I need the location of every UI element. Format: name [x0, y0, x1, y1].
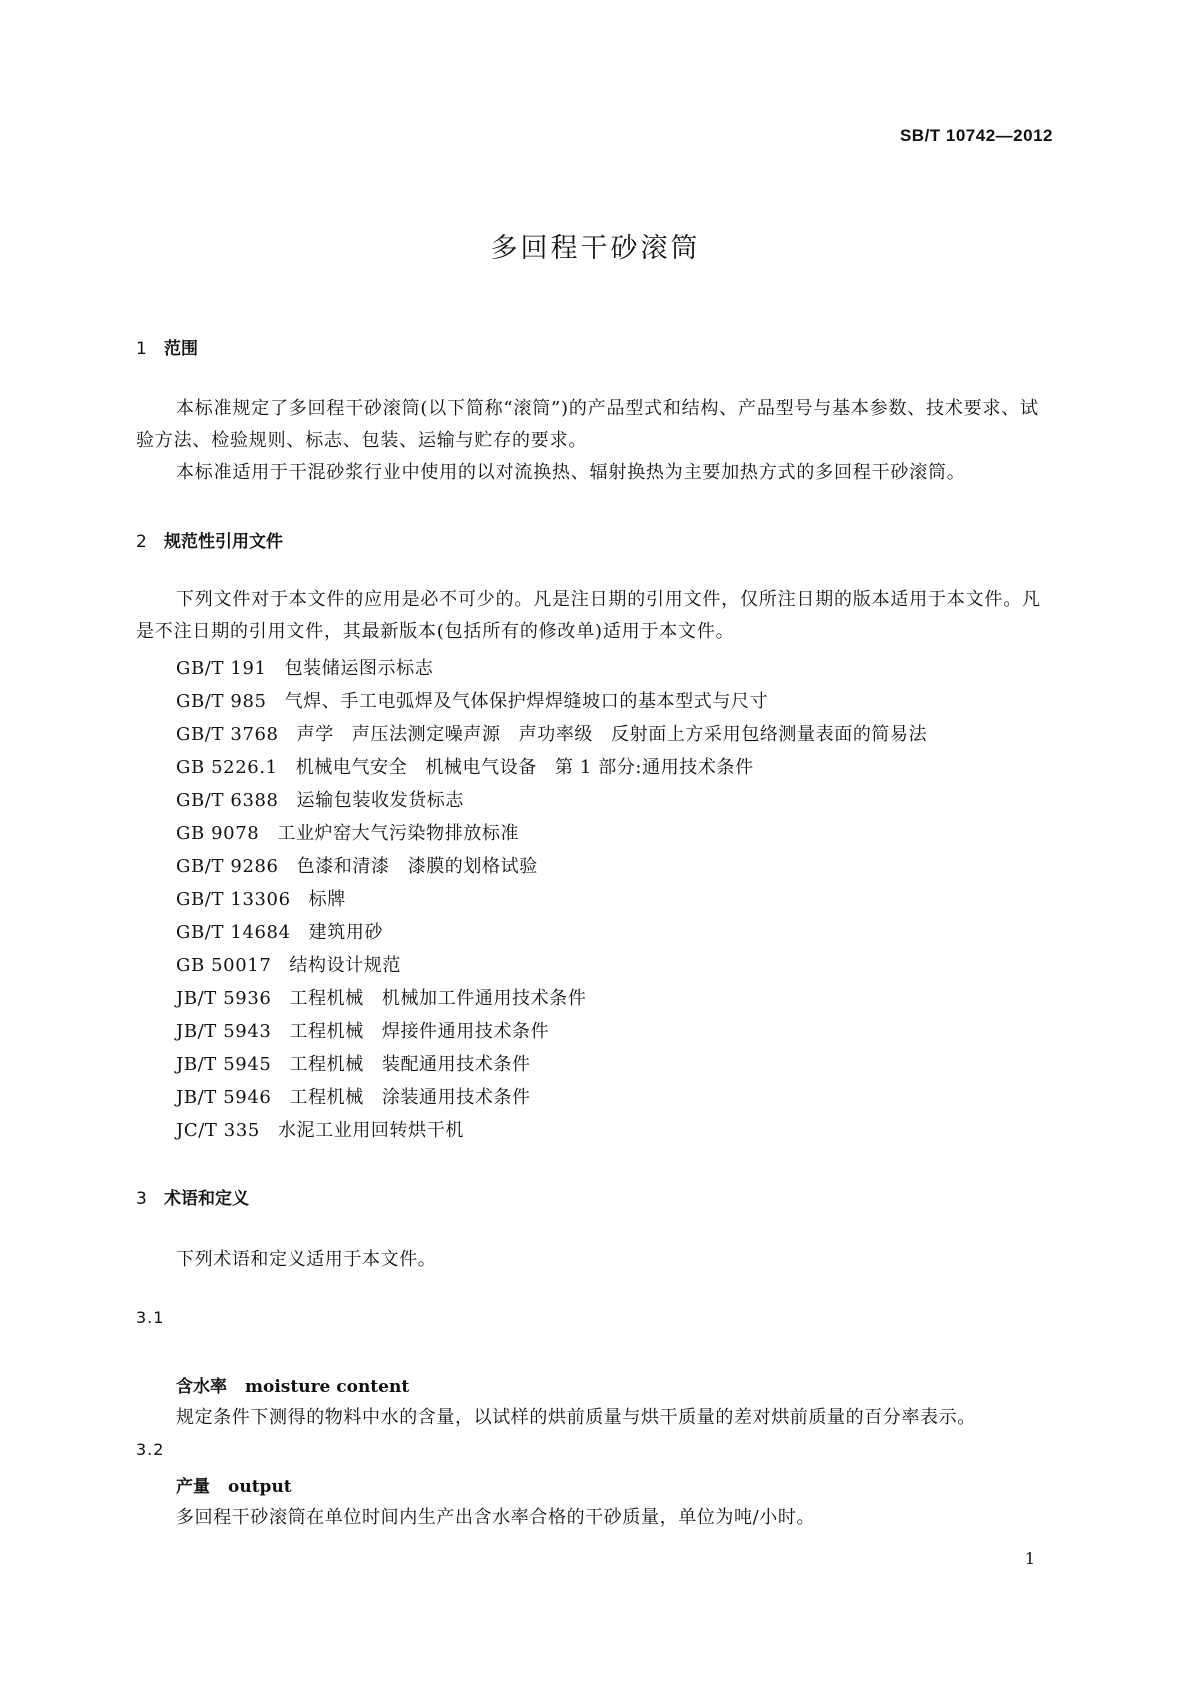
reference-item [176, 1116, 482, 1142]
reference-code: GB/T 9286 [176, 856, 279, 877]
reference-title: 水泥工业用回转烘干机 [277, 1120, 464, 1141]
reference-title: 声压法测定噪声源 [351, 724, 501, 745]
reference-title: 工程机械 [289, 1021, 364, 1042]
reference-code: GB 50017 [176, 955, 272, 976]
reference-item [176, 786, 482, 812]
reference-title: 声学 [296, 724, 334, 745]
reference-title: 漆膜的划格试验 [407, 856, 538, 877]
reference-code: JC/T 335 [176, 1120, 260, 1141]
reference-title: 工业炉窑大气污染物排放标准 [277, 823, 520, 844]
reference-item [176, 918, 401, 944]
term-definition: 多回程干砂滚筒在单位时间内生产出含水率合格的干砂质量，单位为吨/小时。 [176, 1507, 816, 1528]
reference-title: 机械电气设备 [425, 757, 537, 778]
term-entry [176, 1372, 409, 1397]
reference-code: GB/T 191 [176, 658, 267, 679]
scope-paragraph-1: 本标准规定了多回程干砂滚筒(以下简称“滚筒”)的产品型式和结构、产品型号与基本参数、技术要求、试验方法、检验规则、标志、包装、运输与贮存的要求。 [136, 398, 1039, 451]
reference-item [176, 720, 945, 746]
reference-item [176, 1017, 567, 1043]
term-entry [176, 1472, 292, 1497]
section-3-heading [136, 1184, 249, 1209]
reference-title: 包装储运图示标志 [284, 658, 434, 679]
section-number: 2 [136, 532, 147, 552]
reference-item [176, 885, 364, 911]
reference-item [176, 654, 451, 680]
reference-code: JB/T 5936 [176, 988, 272, 1009]
term-en: output [228, 1477, 292, 1497]
term-definition: 规定条件下测得的物料中水的含量，以试样的烘前质量与烘干质量的差对烘前质量的百分率表示。 [176, 1407, 976, 1428]
reference-code: JB/T 5943 [176, 1021, 272, 1042]
reference-title: 反射面上方采用包络测量表面的简易法 [611, 724, 928, 745]
reference-code: GB 9078 [176, 823, 260, 844]
reference-item [176, 687, 786, 713]
standard-code: SB/T 10742—2012 [899, 126, 1053, 145]
section-title: 术语和定义 [164, 1189, 249, 1209]
reference-item [176, 1050, 549, 1076]
reference-title: 机械加工件通用技术条件 [381, 988, 587, 1009]
reference-item [176, 753, 772, 779]
reference-code: JB/T 5945 [176, 1054, 272, 1075]
reference-title: 运输包装收发货标志 [296, 790, 465, 811]
reference-title: 焊接件通用技术条件 [381, 1021, 550, 1042]
clause-number: 3.2 [136, 1440, 165, 1459]
reference-title: 工程机械 [289, 1054, 364, 1075]
section-1-heading [136, 334, 198, 359]
clause-number: 3.1 [136, 1308, 165, 1327]
reference-title: 气焊、手工电弧焊及气体保护焊焊缝坡口的基本型式与尺寸 [284, 691, 769, 712]
reference-code: GB/T 13306 [176, 889, 291, 910]
document-title: 多回程干砂滚筒 [490, 233, 701, 264]
section-title: 范围 [164, 339, 198, 359]
reference-code: GB/T 6388 [176, 790, 279, 811]
reference-title: 工程机械 [289, 1087, 364, 1108]
reference-title: 第 1 部分:通用技术条件 [554, 757, 754, 778]
reference-code: GB/T 3768 [176, 724, 279, 745]
reference-title: 机械电气安全 [295, 757, 408, 778]
section-2-heading [136, 527, 283, 552]
reference-item [176, 852, 556, 878]
reference-item [176, 1083, 549, 1109]
reference-title: 色漆和清漆 [296, 856, 390, 877]
term-en: moisture content [245, 1377, 410, 1397]
reference-code: JB/T 5946 [176, 1087, 272, 1108]
reference-code: GB 5226.1 [176, 757, 278, 778]
term-zh: 含水率 [176, 1377, 227, 1397]
page-number: 1 [1024, 1549, 1035, 1568]
reference-title: 涂装通用技术条件 [381, 1087, 531, 1108]
reference-item [176, 984, 604, 1010]
reference-title: 标牌 [308, 889, 346, 910]
section-number: 3 [136, 1189, 147, 1209]
reference-code: GB/T 14684 [176, 922, 291, 943]
reference-title: 建筑用砂 [308, 922, 384, 943]
reference-title: 结构设计规范 [289, 955, 401, 976]
reference-title: 工程机械 [289, 988, 364, 1009]
references-intro: 下列文件对于本文件的应用是必不可少的。凡是注日期的引用文件，仅所注日期的版本适用于本文件。凡是不注日期的引用文件，其最新版本(包括所有的修改单)适用于本文件。 [136, 589, 1041, 642]
terms-intro: 下列术语和定义适用于本文件。 [176, 1249, 437, 1270]
reference-code: GB/T 985 [176, 691, 267, 712]
reference-item [176, 951, 419, 977]
reference-item [176, 819, 537, 845]
term-zh: 产量 [176, 1477, 210, 1497]
section-title: 规范性引用文件 [164, 532, 283, 552]
reference-title: 装配通用技术条件 [381, 1054, 531, 1075]
section-number: 1 [136, 339, 147, 359]
reference-title: 声功率级 [518, 724, 594, 745]
scope-paragraph-2: 本标准适用于干混砂浆行业中使用的以对流换热、辐射换热为主要加热方式的多回程干砂滚筒。 [176, 462, 966, 483]
